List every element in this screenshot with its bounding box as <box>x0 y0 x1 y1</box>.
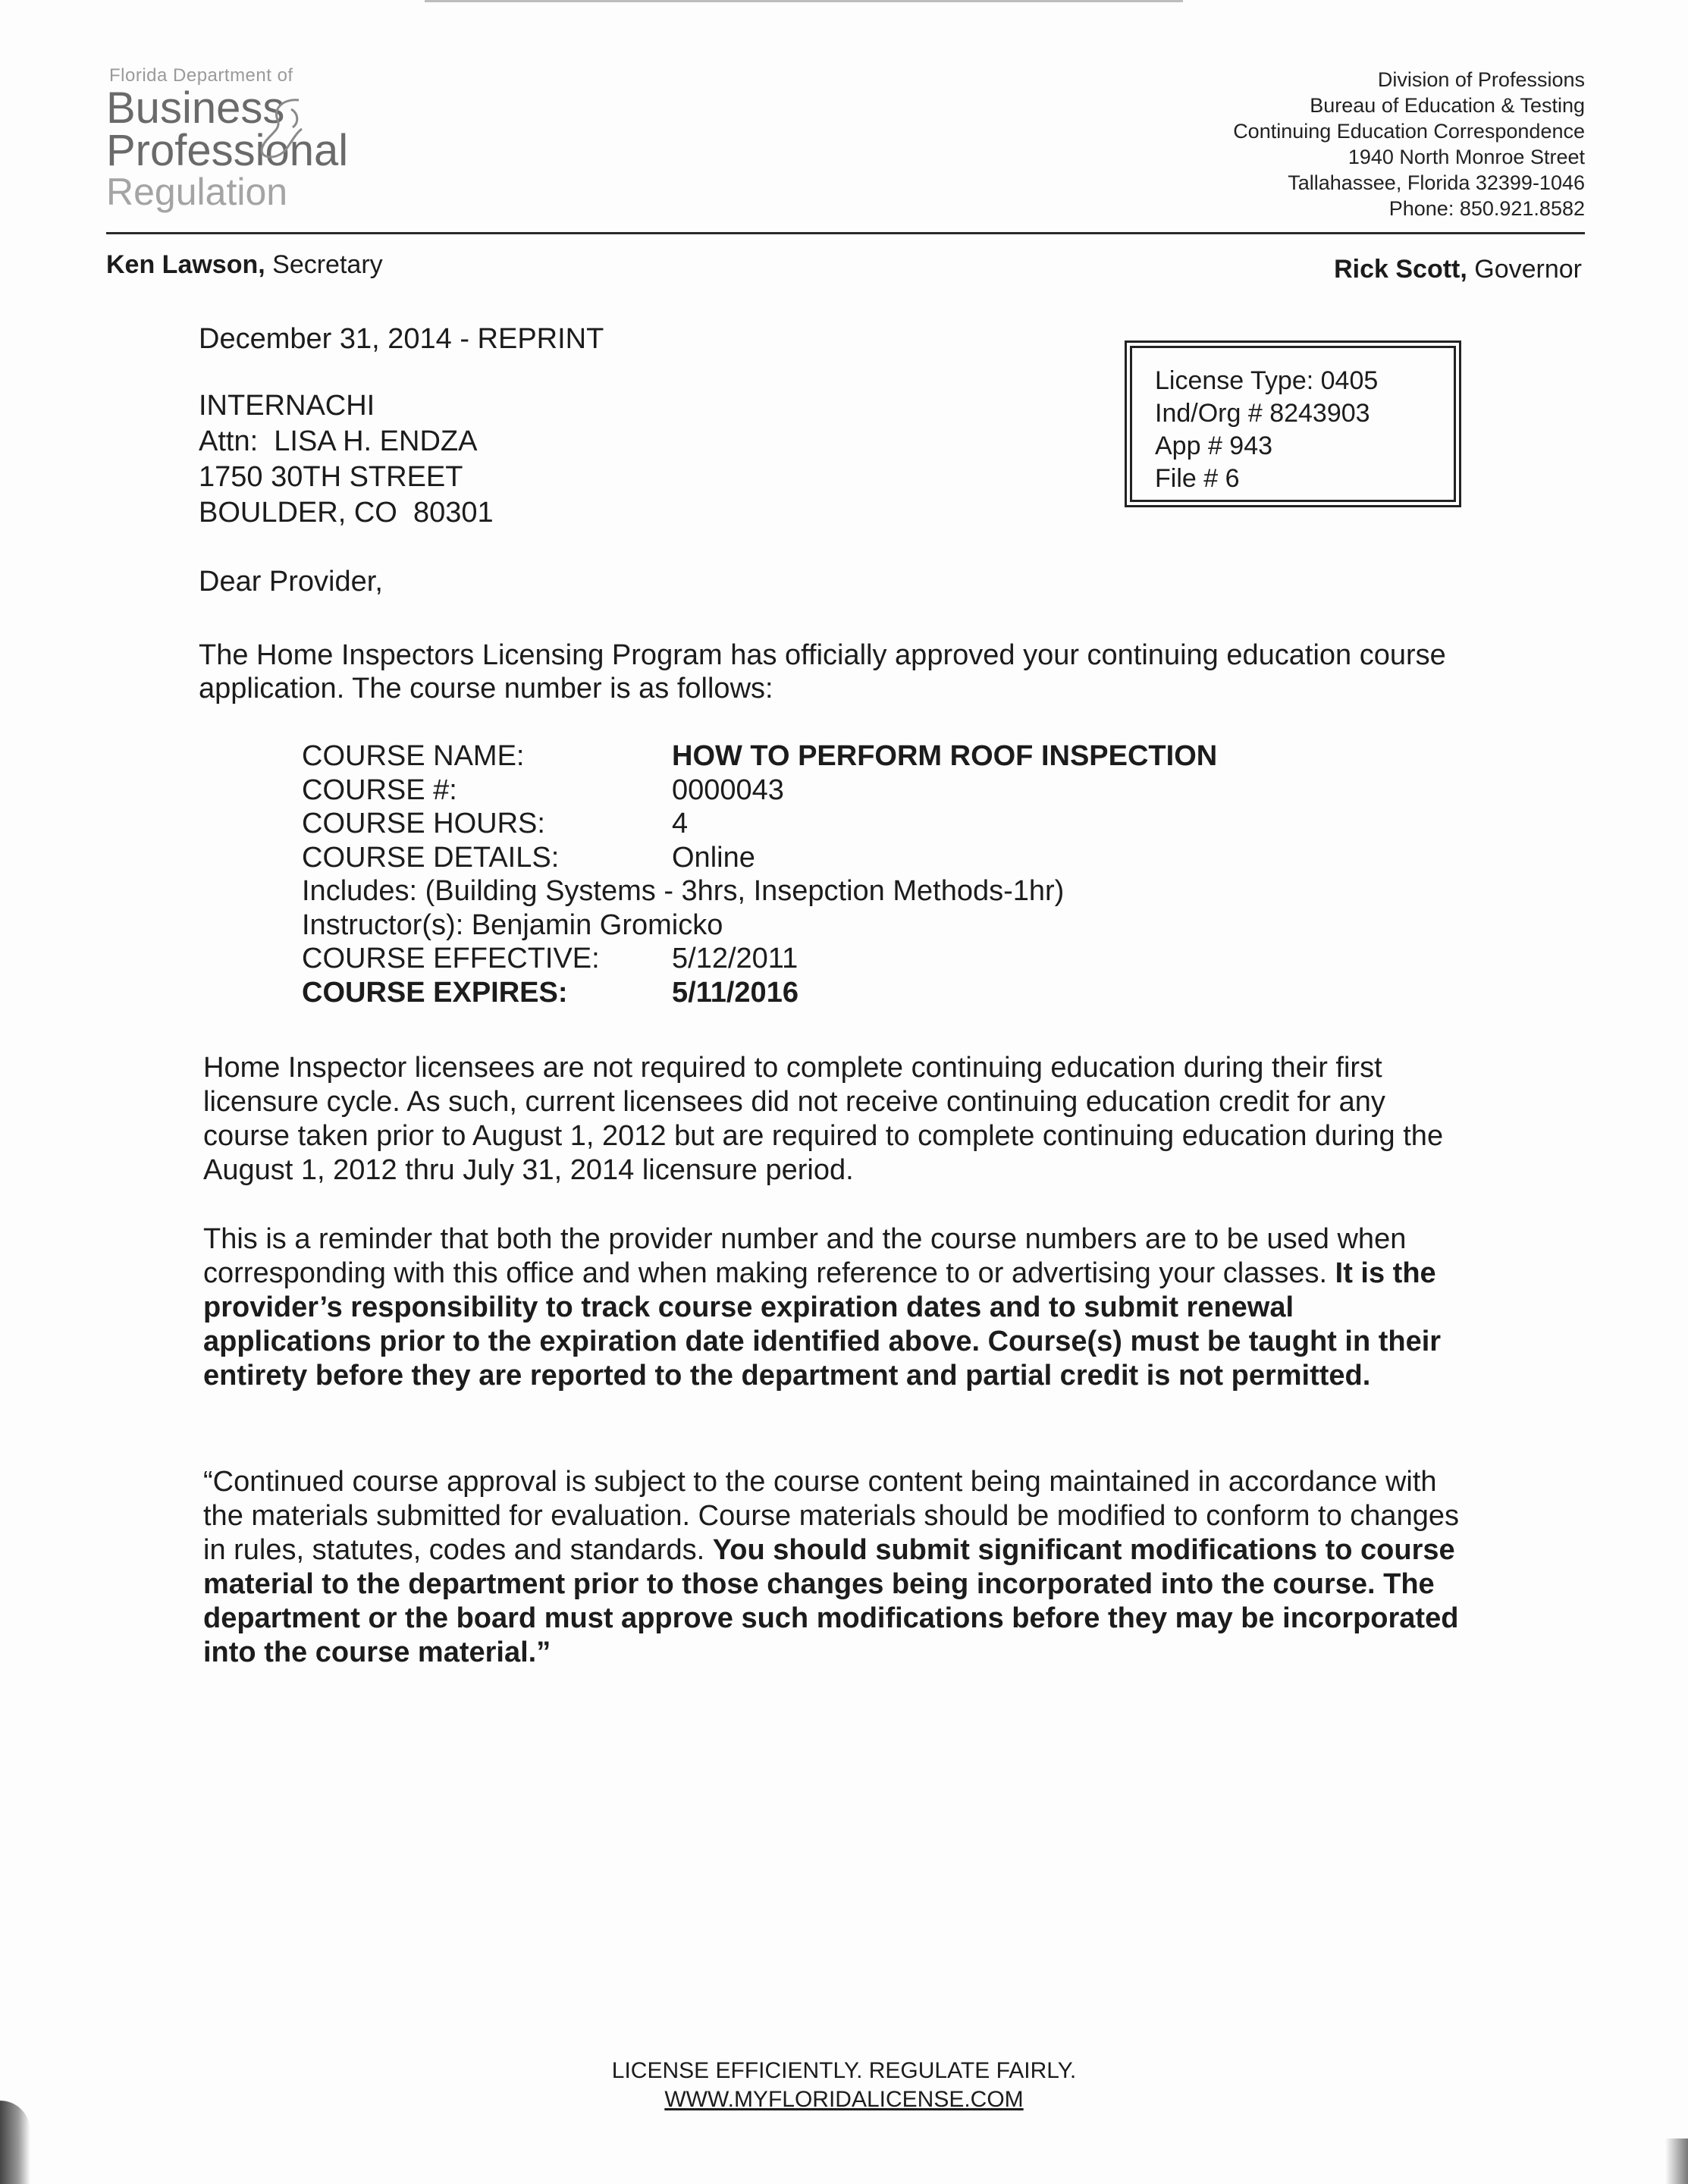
footer-motto: LICENSE EFFICIENTLY. REGULATE FAIRLY. <box>611 2058 1077 2083</box>
course-details-label: COURSE DETAILS: <box>302 841 560 874</box>
logo-line-1: Florida Department of <box>109 65 293 86</box>
footer-website-link[interactable]: WWW.MYFLORIDALICENSE.COM <box>664 2087 1024 2112</box>
course-details-row <box>302 841 1363 875</box>
license-info-box <box>1130 346 1456 502</box>
approval-emphasis: You should submit significant modifications to course material to the department prior to those changes being incorporated into the course. The department or the board must approve such modifications before they may be incorporated into the course material.” <box>203 1534 1459 1668</box>
governor-line <box>1334 255 1582 284</box>
course-number-row <box>302 774 1363 808</box>
scan-top-edge <box>425 0 1183 2</box>
course-instructors: Instructor(s): Benjamin Gromicko <box>302 908 723 941</box>
letterhead-divider <box>106 232 1585 234</box>
course-hours-row <box>302 807 1363 841</box>
scan-corner-shadow-right <box>1665 2138 1688 2184</box>
letter-date: December 31, 2014 - REPRINT <box>199 323 604 355</box>
course-effective-row <box>302 942 1363 976</box>
salutation: Dear Provider, <box>199 566 383 598</box>
course-number-label: COURSE #: <box>302 774 457 806</box>
course-includes: Includes: (Building Systems - 3hrs, Insepction Methods-1hr) <box>302 875 1065 907</box>
logo-line-4: Regulation <box>106 171 288 213</box>
intro-paragraph: The Home Inspectors Licensing Program has officially approved your continuing education course application. The course number is as follows: <box>199 639 1446 704</box>
course-hours-value: 4 <box>672 808 689 839</box>
course-includes-row <box>302 874 1363 908</box>
logo-ampersand-icon <box>252 94 312 162</box>
provider-reminder-paragraph <box>203 1222 1462 1393</box>
secretary-line <box>106 250 383 280</box>
recipient-line: BOULDER, CO 80301 <box>199 497 494 529</box>
ind-org-number: Ind/Org # 8243903 <box>1155 399 1370 428</box>
logo-line-2: Business <box>106 83 285 133</box>
course-expires-row <box>302 976 1363 1010</box>
course-hours-label: COURSE HOURS: <box>302 808 545 839</box>
address-line: Phone: 850.921.8582 <box>1388 197 1585 220</box>
recipient-address <box>199 388 494 531</box>
file-number: File # 6 <box>1155 464 1240 493</box>
recipient-line: INTERNACHI <box>199 390 375 422</box>
letter-footer <box>0 2057 1688 2114</box>
recipient-line: Attn: LISA H. ENDZA <box>199 425 478 457</box>
address-line: Division of Professions <box>1377 68 1585 91</box>
course-number-value: 0000043 <box>672 774 784 806</box>
address-line: Continuing Education Correspondence <box>1233 120 1585 143</box>
course-expires-label: COURSE EXPIRES: <box>302 976 568 1009</box>
reminder-text: This is a reminder that both the provider number and the course numbers are to be used when corresponding with this office and when making reference to or advertising your classes. <box>203 1223 1407 1289</box>
course-details <box>302 739 1363 1009</box>
license-type: License Type: 0405 <box>1155 366 1379 395</box>
governor-name: Rick Scott, <box>1334 255 1467 284</box>
secretary-name: Ken Lawson, <box>106 250 265 279</box>
course-effective-value: 5/12/2011 <box>672 943 799 974</box>
course-name-row <box>302 739 1363 774</box>
secretary-title: Secretary <box>265 250 383 279</box>
dbpr-logo <box>106 65 394 213</box>
course-expires-value: 5/11/2016 <box>672 976 799 1009</box>
letterhead-address <box>1233 67 1585 221</box>
course-effective-label: COURSE EFFECTIVE: <box>302 943 600 974</box>
logo-line-3: Professional <box>106 126 349 175</box>
course-name-label: COURSE NAME: <box>302 740 525 772</box>
course-details-value: Online <box>672 841 755 874</box>
licensee-cycle-paragraph: Home Inspector licensees are not required to complete continuing education during their first licensure cycle. As such, current licensees did not receive continuing education credit for any course taken prior to August 1, 2012 but are required to complete continuing education during the August 1, 2012 thru July 31, 2014 licensure period. <box>203 1052 1444 1186</box>
address-line: 1940 North Monroe Street <box>1348 146 1585 168</box>
address-line: Bureau of Education & Testing <box>1310 94 1585 117</box>
course-name-value: HOW TO PERFORM ROOF INSPECTION <box>672 740 1218 772</box>
course-approval-paragraph <box>203 1465 1462 1670</box>
address-line: Tallahassee, Florida 32399-1046 <box>1288 171 1585 194</box>
governor-title: Governor <box>1467 255 1582 284</box>
approval-text: “Continued course approval is subject to the course content being maintained in accordance with the materials submitted for evaluation. Course materials should be modified to conform to changes in rules, statutes, codes and standards. <box>203 1466 1459 1566</box>
reminder-emphasis: It is the provider’s responsibility to track course expiration dates and to submit renewal applications prior to the expiration date identified above. Course(s) must be taught in their entirety before they are reported to the department and partial credit is not permitted. <box>203 1257 1442 1392</box>
recipient-line: 1750 30TH STREET <box>199 461 463 493</box>
app-number: App # 943 <box>1155 431 1273 460</box>
course-instructors-row <box>302 908 1363 943</box>
